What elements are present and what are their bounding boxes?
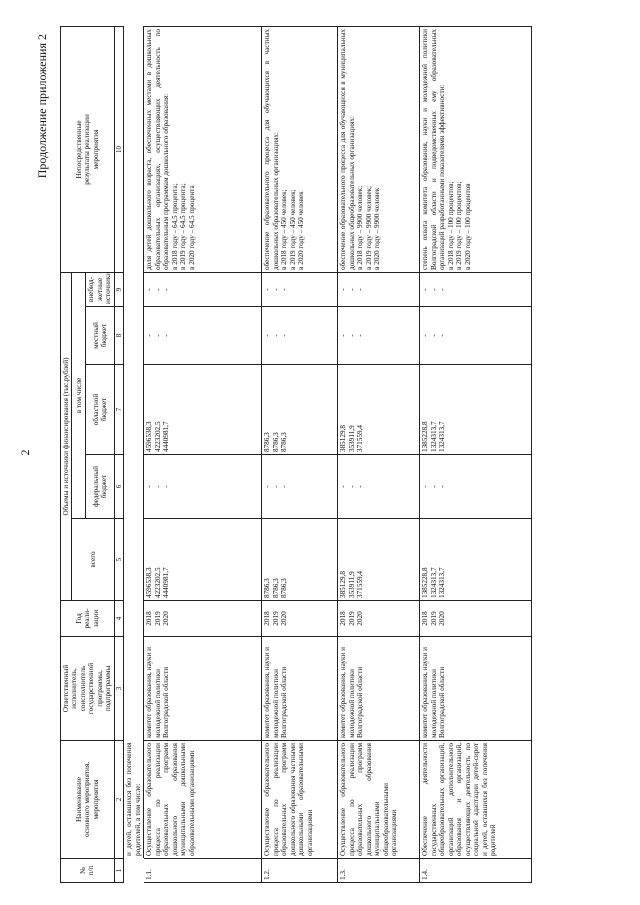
header-results: Непосредственные результаты реализации мероприятия (61, 26, 115, 272)
funding-table (60, 26, 532, 883)
column-number: 1 (114, 859, 123, 883)
column-number: 3 (114, 637, 123, 741)
header-federal: федеральный бюджет (86, 455, 114, 519)
row-local: - - - (144, 307, 262, 365)
row-regional: 8786,3 8786,3 8786,3 (262, 365, 338, 455)
row-local: - - - (338, 307, 420, 365)
row-result: доля детей дошкольного возраста, обеспеченных местами в дошкольных образовательных организациях, осуществляющих деятельность по образовательным программам дошкольного образования: в 2018 году – 64,5 процента; в 2019 году – 64,5 процента; в 2020 году – 64,5 процента (144, 26, 262, 272)
column-number: 8 (114, 307, 123, 365)
intro-text: и детей, оставшихся без попечения родителей, в том числе: (125, 742, 142, 856)
row-total: 385129,8 353911,9 371559,4 (338, 519, 420, 601)
header-regional: областной бюджет (86, 365, 114, 455)
row-extra: - - - (144, 272, 262, 306)
row-result: степень охвата комитета образования, науки и молодежной политики Волгоградской области и подведомственных ему образовательных организаций разработанными показателями эффективности: в 2018 году – 100 процентов; в 2019 году – 100 процентов; в 2020 году – 100 процентов (420, 26, 532, 272)
row-extra: - - - (262, 272, 338, 306)
row-number: 1.2. (262, 859, 338, 883)
header-name: Наименование основного мероприятия, мероприятия (61, 741, 115, 859)
header-no: № п/п (61, 859, 115, 883)
row-number: 1.1. (144, 859, 262, 883)
row-responsible: комитет образования, науки и молодежной политики Волгоградской области (262, 637, 338, 741)
row-total: 8786,3 8786,3 8786,3 (262, 519, 338, 601)
row-result: обеспечение образовательного процесса для обучающихся в частных дошкольных образовательных организациях: в 2018 году – 450 человек; в 2019 году – 450 человек; в 2020 году – 450 человек (262, 26, 338, 272)
column-number: 2 (114, 741, 123, 859)
intro-row (124, 26, 144, 882)
row-years: 2018 2019 2020 (262, 601, 338, 637)
row-result: обеспечение образовательного процесса для обучающихся в муниципальных дошкольных общеобразовательных организациях: в 2018 году – 9900 человек; в 2019 году – 9900 человек; в 2020 году – 9900 человек (338, 26, 420, 272)
row-federal: - - - (420, 455, 532, 519)
header-responsible: Ответственный исполнитель, соисполнитель государственной программы, подпрограммы (61, 637, 115, 741)
header-year: Год реали- зации (61, 601, 115, 637)
column-number: 6 (114, 455, 123, 519)
row-total: 4596538,3 4223202,5 4440981,7 (144, 519, 262, 601)
row-responsible: комитет образования, науки и молодежной политики Волгоградской области (420, 637, 532, 741)
row-name: Обеспечение деятельности государственных общеобразовательных организаций, организаций дополнительного образования и организаций, осуществляющих деятельность по социальной адаптации детей-сирот и детей, оставшихся без попечения родителей (420, 741, 532, 859)
row-extra: - - - (338, 272, 420, 306)
row-regional: 1385228,8 1324313,7 1324313,7 (420, 365, 532, 455)
row-responsible: комитет образования, науки и молодежной политики Волгоградской области (338, 637, 420, 741)
column-number: 7 (114, 365, 123, 455)
row-number: 1.4. (420, 859, 532, 883)
row-total: 1385228,8 1324313,7 1324313,7 (420, 519, 532, 601)
row-federal: - - - (338, 455, 420, 519)
row-name: Осуществление образовательного процесса по реализации образовательных программ дошкольного образования муниципальными дошкольными образовательными организациями (144, 741, 262, 859)
header-funding: Объемы и источники финансирования (тыс.рублей) (61, 272, 72, 600)
header-in-that: в том числе (72, 272, 86, 518)
row-federal: - - - (262, 455, 338, 519)
column-number: 10 (114, 26, 123, 272)
row-federal: - - - (144, 455, 262, 519)
table-row (144, 26, 262, 882)
header-extra: внебюд- жетные источники (86, 272, 114, 306)
column-number: 5 (114, 519, 123, 601)
column-number: 9 (114, 272, 123, 306)
row-name: Осуществление образовательного процесса по реализации образовательных программ дошкольного образования частными дошкольными образовательными организациями (262, 741, 338, 859)
row-local: - - - (262, 307, 338, 365)
row-regional: 385129,8 353911,9 371559,4 (338, 365, 420, 455)
table-row (262, 26, 338, 882)
row-extra: - - - (420, 272, 532, 306)
header-total: всего (72, 519, 114, 601)
column-number-row (114, 26, 123, 882)
row-responsible: комитет образования, науки и молодежной политики Волгоградской области (144, 637, 262, 741)
row-local: - - - (420, 307, 532, 365)
column-number: 4 (114, 601, 123, 637)
row-number: 1.3. (338, 859, 420, 883)
row-years: 2018 2019 2020 (144, 601, 262, 637)
row-regional: 4596538,3 4223202,5 4440981,7 (144, 365, 262, 455)
table-row (338, 26, 420, 882)
table-row (420, 26, 532, 882)
header-local: местный бюджет (86, 307, 114, 365)
page-number: 2 (18, 449, 32, 456)
appendix-caption: Продолжение приложения 2 (35, 34, 49, 179)
row-years: 2018 2019 2020 (420, 601, 532, 637)
row-name: Осуществление образовательного процесса по реализации образовательных программ дошкольного образования муниципальными общеобразовательными организациями (338, 741, 420, 859)
row-years: 2018 2019 2020 (338, 601, 420, 637)
